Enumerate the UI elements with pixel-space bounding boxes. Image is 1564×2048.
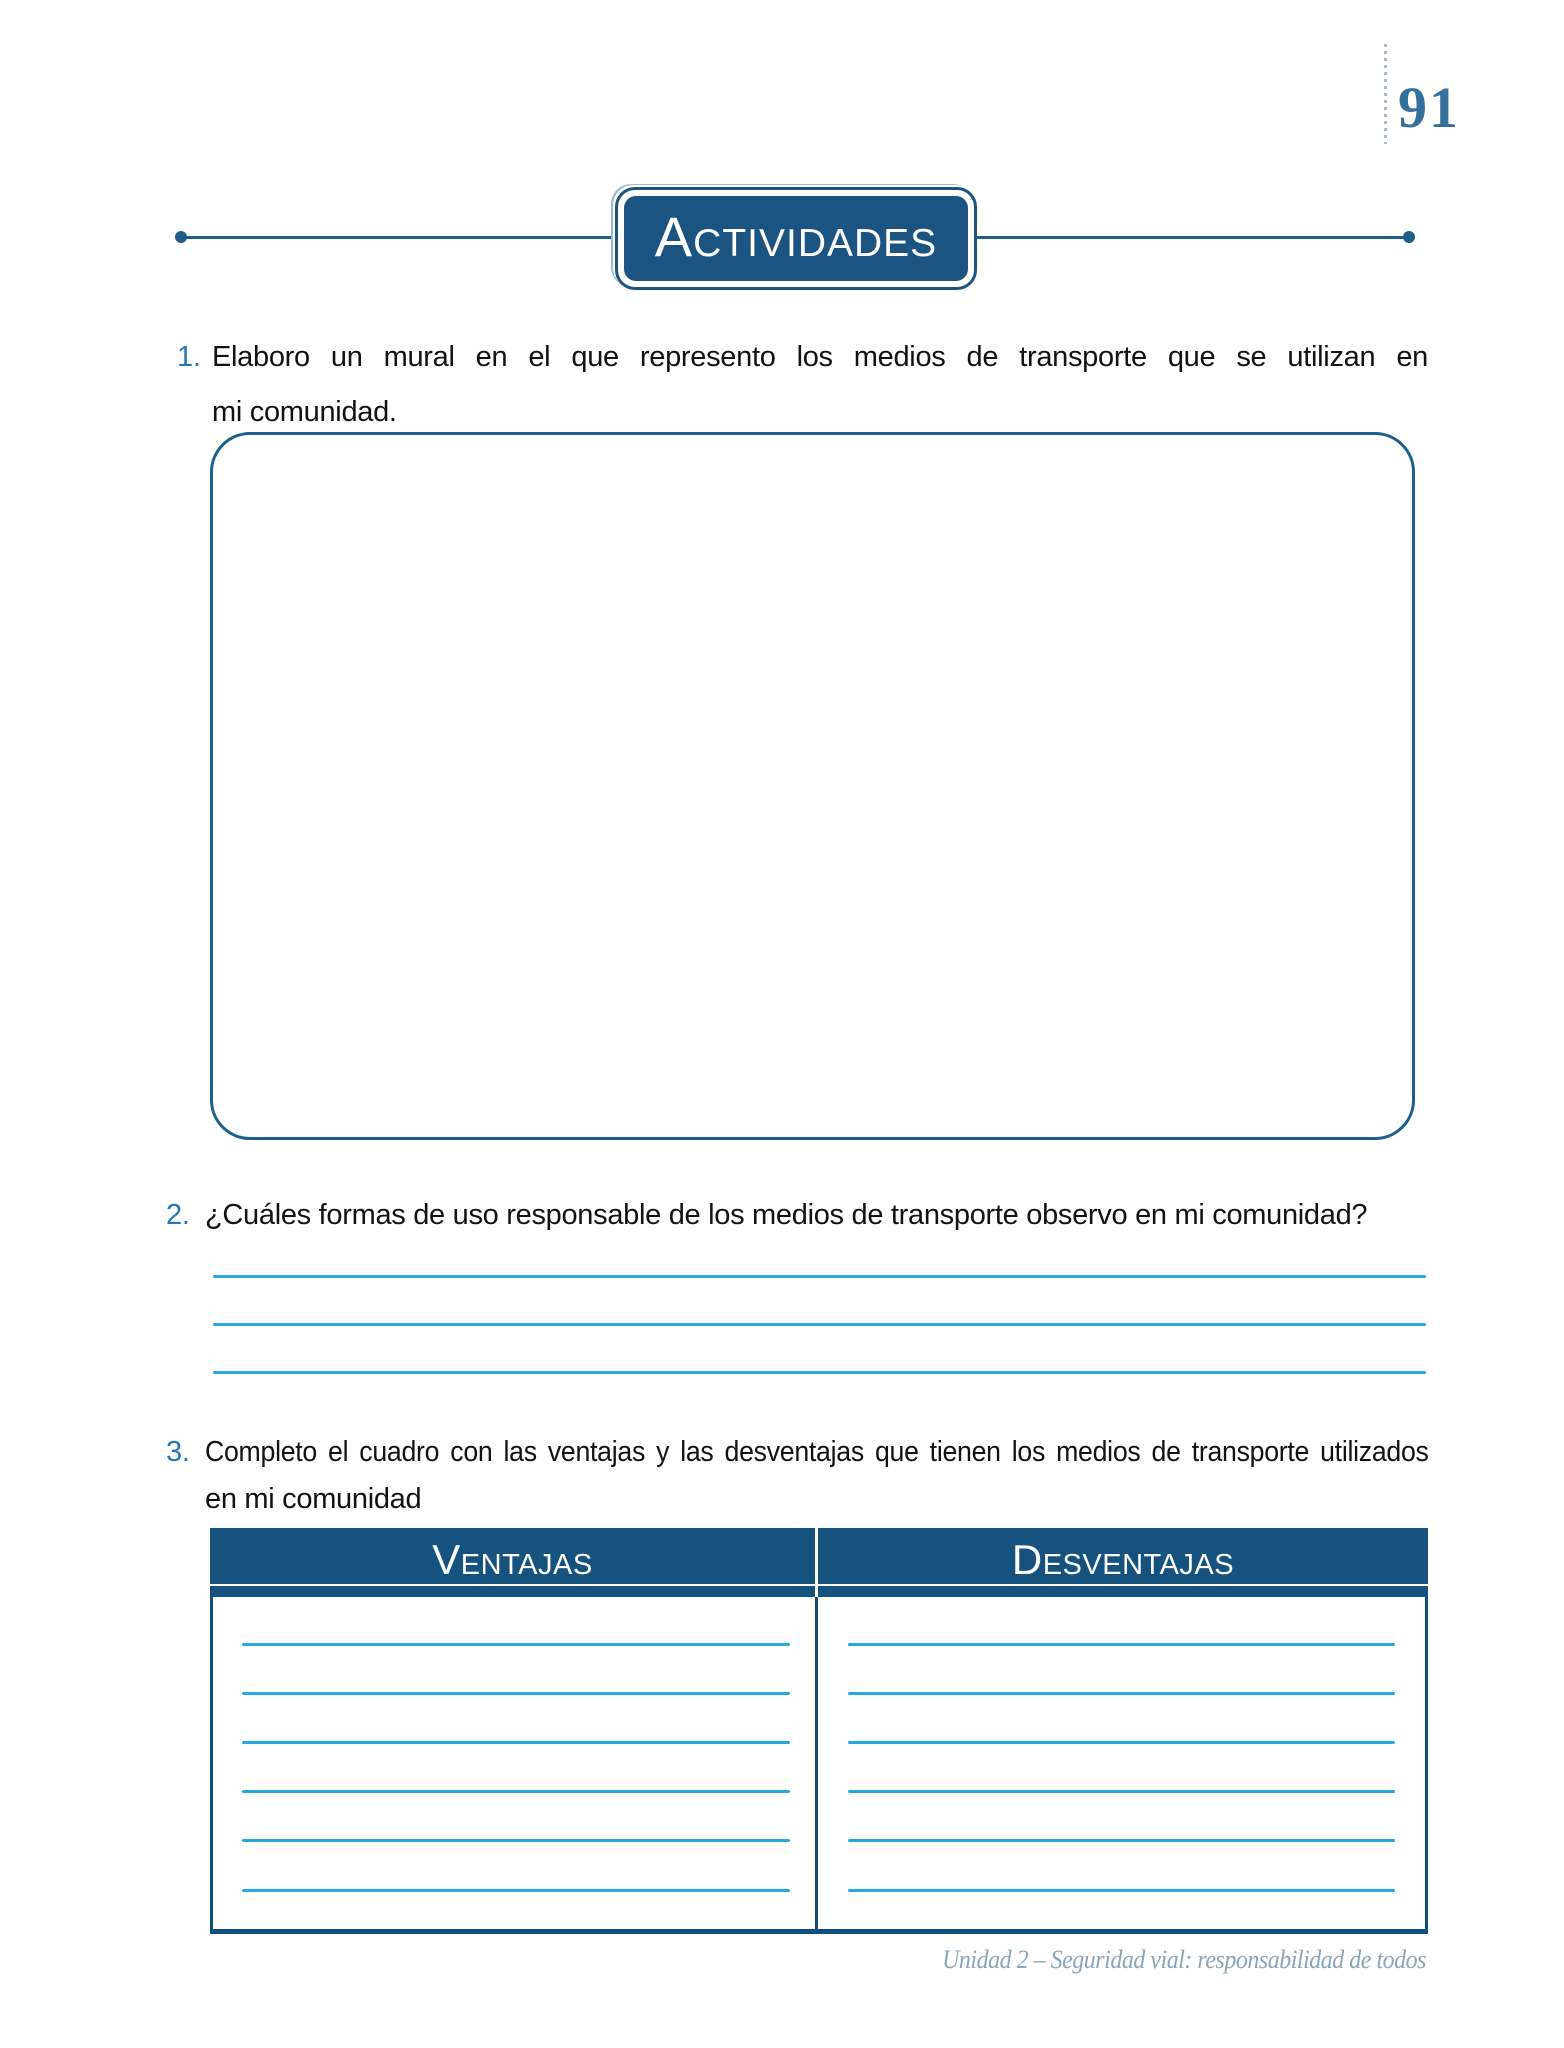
page-number: 91 — [1398, 75, 1460, 140]
activity-3-text-line-1: Completo el cuadro con las ventajas y las desventajas que tienen los medios de transporte utilizados — [205, 1436, 1429, 1468]
activity-1-text-line-1: Elaboro un mural en el que represento los medios de transporte que se utilizan en — [212, 341, 1428, 373]
writing-line — [848, 1643, 1395, 1646]
advantages-disadvantages-table — [210, 1528, 1428, 1934]
table-body — [210, 1597, 1428, 1934]
table-header-row — [210, 1528, 1428, 1597]
unit-footer: Unidad 2 – Seguridad vial: responsabilidad de todos — [942, 1945, 1426, 1974]
activities-banner-title: Actividades — [624, 196, 968, 281]
writing-line — [848, 1741, 1395, 1744]
writing-line — [213, 1323, 1426, 1326]
writing-line — [213, 1275, 1426, 1278]
writing-line — [242, 1692, 790, 1695]
banner-rule-dot-left — [175, 231, 187, 243]
writing-line — [848, 1692, 1395, 1695]
writing-line — [242, 1839, 790, 1842]
table-header-desventajas: Desventajas — [1011, 1535, 1235, 1583]
page-edge-dotted-line — [1384, 44, 1387, 144]
activity-1-text-line-2: mi comunidad. — [212, 396, 397, 428]
activities-banner — [615, 187, 977, 290]
activity-2-number: 2. — [166, 1199, 190, 1231]
activity-3-text-line-2: en mi comunidad — [205, 1483, 422, 1515]
writing-line — [213, 1371, 1426, 1374]
activity-3-number: 3. — [166, 1436, 190, 1468]
writing-line — [848, 1839, 1395, 1842]
writing-line — [242, 1741, 790, 1744]
writing-line — [242, 1889, 790, 1892]
activity-1-number: 1. — [177, 341, 201, 373]
mural-drawing-box — [210, 432, 1415, 1140]
activity-2-question: ¿Cuáles formas de uso responsable de los medios de transporte observo en mi comunidad? — [205, 1199, 1368, 1231]
banner-rule-dot-right — [1403, 231, 1415, 243]
writing-line — [848, 1790, 1395, 1793]
writing-line — [242, 1790, 790, 1793]
table-header-ventajas: Ventajas — [432, 1535, 593, 1583]
writing-line — [242, 1643, 790, 1646]
table-column-divider — [815, 1597, 818, 1929]
writing-line — [848, 1889, 1395, 1892]
